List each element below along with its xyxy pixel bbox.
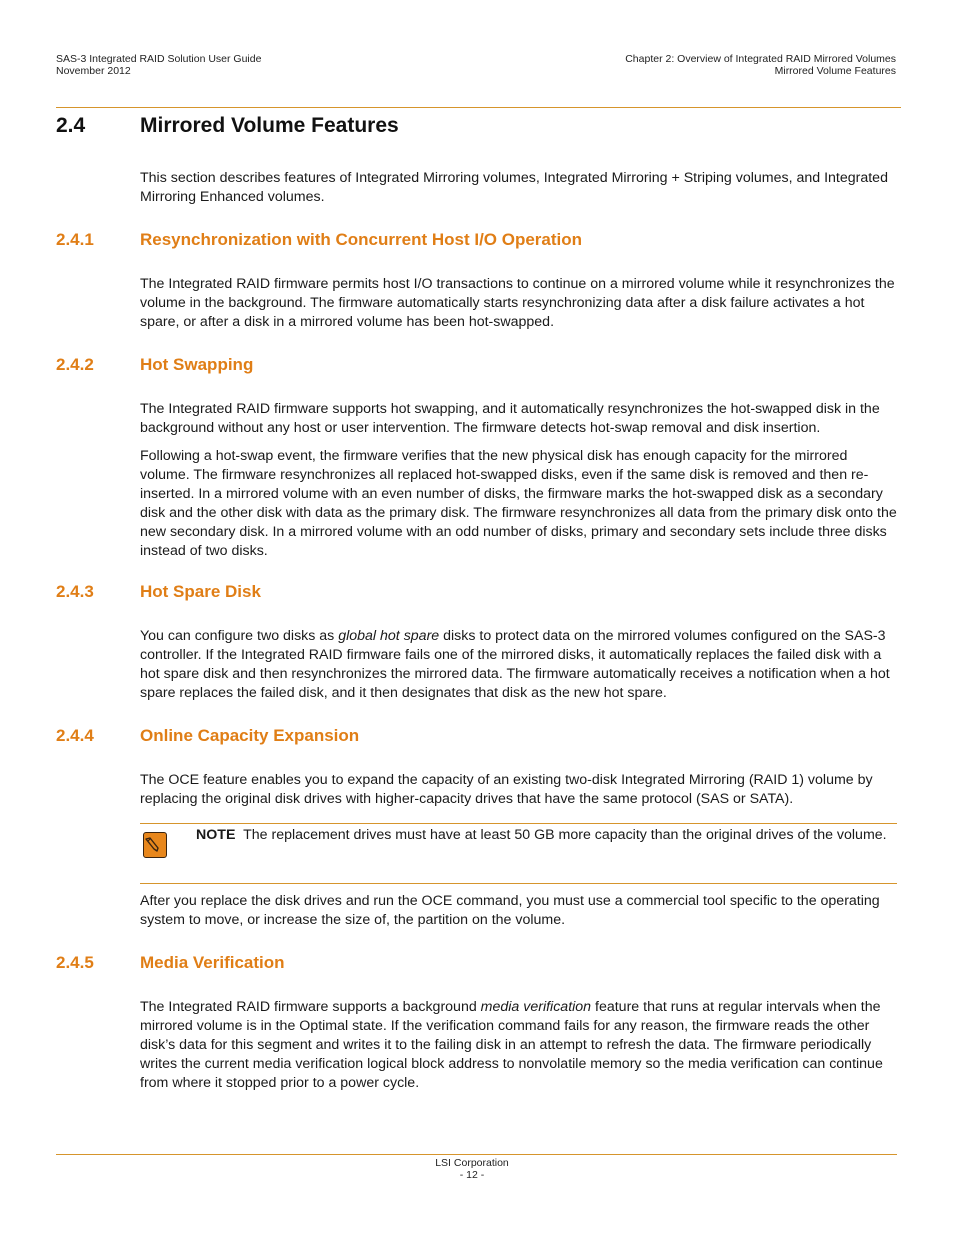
pencil-note-icon	[143, 832, 167, 858]
text-run: You can configure two disks as	[140, 628, 339, 644]
paragraph: The Integrated RAID firmware supports hot swapping, and it automatically resynchronizes the hot-swapped disk in the background without any host or user intervention. The firmware detects hot-swap removal and disk insertion.	[140, 401, 880, 436]
text-run: feature that runs at regular intervals when the mirrored volume is in the Optimal state. If the verification command fails for any reason, the firmware reads the other disk’s data for this segment and writes it to the failing disk in an attempt to refresh the data. The firmware periodically writes the current media verification logical block address to nonvolatile memory so the media verification can continue from where it stopped prior to a power cycle.	[140, 999, 883, 1091]
subsection-number: 2.4.2	[56, 355, 94, 374]
note-bottom-rule	[140, 883, 897, 884]
note-text: The replacement drives must have at least 50 GB more capacity than the original drives of the volume.	[243, 827, 887, 843]
running-footer	[0, 1157, 944, 1181]
doc-date: November 2012	[56, 65, 131, 77]
section-title: Mirrored Volume Features	[140, 114, 399, 137]
subsection-title: Media Verification	[140, 953, 285, 972]
running-header-left	[56, 53, 261, 77]
subsection-number: 2.4.1	[56, 230, 94, 249]
section-number: 2.4	[56, 114, 86, 137]
note	[196, 826, 887, 845]
section-running-title: Mirrored Volume Features	[774, 65, 896, 77]
doc-title: SAS-3 Integrated RAID Solution User Guide	[56, 53, 262, 65]
header-rule	[56, 107, 901, 108]
running-header-right	[625, 53, 896, 77]
paragraph	[140, 627, 897, 703]
emphasis: global hot spare	[338, 628, 440, 644]
paragraph: The OCE feature enables you to expand the capacity of an existing two-disk Integrated Mirroring (RAID 1) volume by replacing the original disk drives with higher-capacity drives that have the same protocol (SAS or SATA).	[140, 772, 873, 807]
subsection-number: 2.4.4	[56, 726, 94, 745]
paragraph: The Integrated RAID firmware permits host I/O transactions to continue on a mirrored volume while it resynchronizes the volume in the background. The firmware automatically starts resynchronizing data after a disk failure activates a hot spare, or after a disk in a mirrored volume has been hot-swapped.	[140, 276, 895, 330]
company-name: LSI Corporation	[435, 1157, 509, 1169]
subsection-title: Online Capacity Expansion	[140, 726, 360, 745]
subsection-title: Hot Spare Disk	[140, 582, 261, 601]
subsection-title: Resynchronization with Concurrent Host I/O Operation	[140, 230, 583, 249]
paragraph	[140, 998, 897, 1093]
subsection-title: Hot Swapping	[140, 355, 254, 374]
note-top-rule	[140, 823, 897, 824]
note-label: NOTE	[196, 827, 236, 843]
section-intro: This section describes features of Integrated Mirroring volumes, Integrated Mirroring + Striping volumes, and Integrated Mirroring Enhanced volumes.	[140, 170, 888, 205]
subsection-number: 2.4.5	[56, 953, 94, 972]
text-run: disks to protect data on the mirrored volumes configured on the SAS-3 controller. If the Integrated RAID firmware fails one of the mirrored disks, it automatically replaces the failed disk with a hot spare disk and then resynchronizes the mirrored data. The firmware automatically receives a notification when a hot spare replaces the failed disk, and it then designates that disk as the new hot spare.	[140, 628, 890, 701]
text-run: The Integrated RAID firmware supports a background	[140, 999, 481, 1015]
paragraph: Following a hot-swap event, the firmware verifies that the new physical disk has enough capacity for the mirrored volume. The firmware resynchronizes all replaced hot-swapped disks, even if the same disk is removed and then re-inserted. In a mirrored volume with an even number of disks, the firmware marks the hot-swapped disk as a secondary disk and the other disk with data as the primary disk. The firmware resynchronizes all data from the primary disk onto the new secondary disk. In a mirrored volume with an odd number of disks, primary and secondary sets include three disks instead of two disks.	[140, 448, 897, 559]
emphasis: media verification	[480, 999, 592, 1015]
paragraph: After you replace the disk drives and run the OCE command, you must use a commercial tool specific to the operating system to move, or increase the size of, the partition on the volume.	[140, 893, 880, 928]
subsection-number: 2.4.3	[56, 582, 94, 601]
chapter-title: Chapter 2: Overview of Integrated RAID Mirrored Volumes	[625, 53, 896, 65]
page-number: - 12 -	[459, 1169, 485, 1181]
footer-rule	[56, 1154, 897, 1155]
